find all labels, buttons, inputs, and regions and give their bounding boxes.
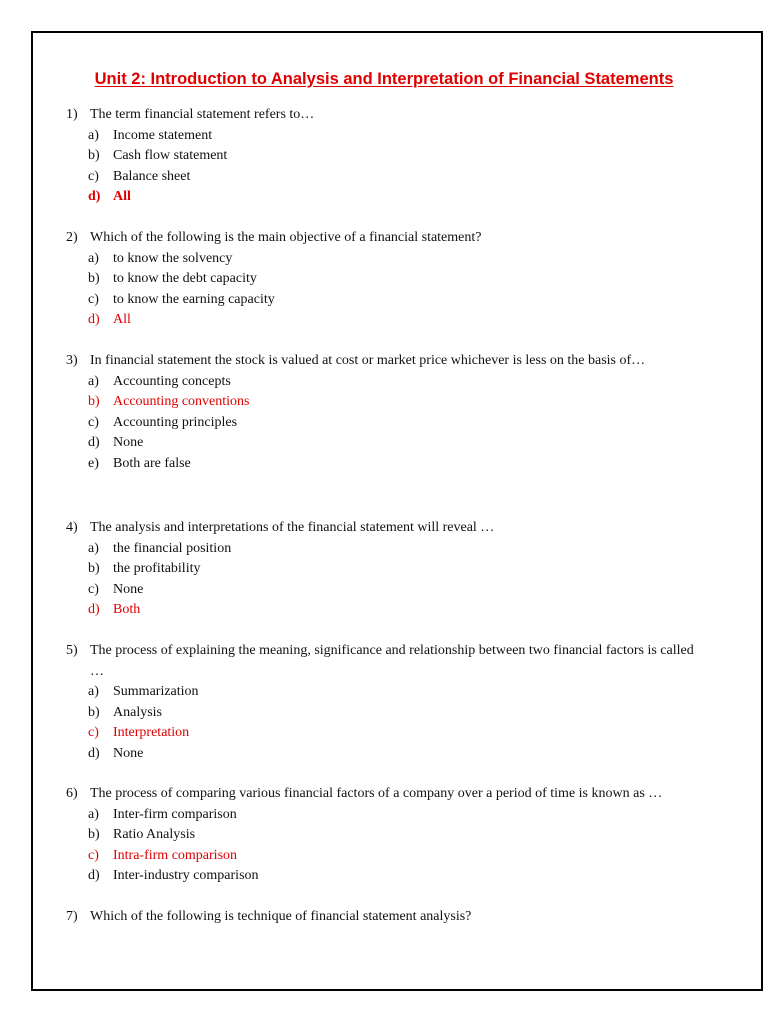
option-letter: e) [88,455,99,471]
option-letter: d) [88,189,101,205]
option-d [66,866,706,887]
question-text: The term financial statement refers to… [90,107,315,122]
option-text: the financial position [113,540,232,556]
option-letter: a) [88,684,99,700]
question-text: In financial statement the stock is valued at cost or market price whichever is less on the basis of… [90,353,646,368]
option-letter: a) [88,250,99,266]
option-letter: d) [88,745,100,761]
option-text: None [113,745,144,761]
option-letter: a) [88,540,99,556]
option-letter: b) [88,827,100,843]
option-letter: c) [88,725,99,741]
option-text: Inter-firm comparison [113,806,237,822]
option-text: Interpretation [113,725,190,741]
question-stem [66,518,706,539]
option-b [66,146,706,167]
option-b [66,825,706,846]
option-letter: b) [88,148,100,164]
option-letter: c) [88,168,99,184]
option-a [66,126,706,147]
question-7 [66,907,706,928]
option-b [66,269,706,290]
option-a [66,372,706,393]
page-title: Unit 2: Introduction to Analysis and Interpretation of Financial Statements [94,70,674,88]
option-e [66,454,706,475]
option-text: Balance sheet [113,168,191,184]
question-6 [66,784,706,887]
option-b [66,559,706,580]
option-text: Summarization [113,684,199,700]
option-letter: c) [88,581,99,597]
option-text: Intra-firm comparison [113,847,238,863]
option-d [66,433,706,454]
option-a [66,682,706,703]
question-text: The process of comparing various financial factors of a company over a period of time is known as … [90,786,663,801]
option-text: the profitability [113,561,201,577]
question-5 [66,641,706,765]
option-letter: d) [88,602,100,618]
option-text: None [113,435,144,451]
question-text: Which of the following is technique of financial statement analysis? [90,909,472,924]
option-letter: d) [88,435,100,451]
option-letter: b) [88,271,100,287]
question-number: 7) [66,909,78,924]
option-letter: a) [88,373,99,389]
option-text: None [113,581,144,597]
option-text: to know the earning capacity [113,291,275,307]
option-letter: d) [88,868,100,884]
question-stem [66,907,706,928]
option-text: All [113,312,131,328]
option-text: Accounting principles [113,414,238,430]
option-d-answer [66,187,706,208]
option-text: Cash flow statement [113,148,228,164]
option-a [66,539,706,560]
question-1 [66,105,706,208]
question-number: 5) [66,643,78,658]
question-stem [66,105,706,126]
option-text: Both are false [113,455,191,471]
question-3 [66,351,706,475]
option-c-answer [66,846,706,867]
option-letter: c) [88,414,99,430]
option-text: Analysis [113,704,162,720]
option-d [66,744,706,765]
option-text: Inter-industry comparison [113,868,259,884]
option-c [66,413,706,434]
option-letter: c) [88,291,99,307]
option-text: All [113,189,131,205]
option-text: Both [113,602,141,618]
option-text: Ratio Analysis [113,827,196,843]
option-a [66,249,706,270]
option-b-answer [66,392,706,413]
question-number: 6) [66,786,78,801]
option-letter: b) [88,704,100,720]
option-a [66,805,706,826]
question-number: 3) [66,353,78,368]
option-letter: a) [88,806,99,822]
question-4 [66,518,706,621]
option-letter: c) [88,847,99,863]
option-d-answer [66,310,706,331]
option-text: to know the solvency [113,250,233,266]
option-b [66,703,706,724]
option-c-answer [66,723,706,744]
question-stem [66,228,706,249]
question-stem [66,784,706,805]
question-text: The process of explaining the meaning, significance and relationship between two financial factors is called … [90,643,694,679]
option-text: Accounting concepts [113,373,231,389]
question-number: 4) [66,520,78,535]
question-stem [66,641,706,682]
option-letter: b) [88,394,100,410]
option-c [66,580,706,601]
option-d-answer [66,600,706,621]
question-number: 1) [66,107,78,122]
question-stem [66,351,706,372]
question-number: 2) [66,230,78,245]
question-2 [66,228,706,331]
option-letter: b) [88,561,100,577]
question-text: The analysis and interpretations of the financial statement will reveal … [90,520,495,535]
option-c [66,290,706,311]
option-text: Income statement [113,127,213,143]
option-letter: d) [88,312,100,328]
option-letter: a) [88,127,99,143]
option-c [66,167,706,188]
option-text: to know the debt capacity [113,271,257,287]
question-text: Which of the following is the main objective of a financial statement? [90,230,482,245]
option-text: Accounting conventions [113,394,250,410]
